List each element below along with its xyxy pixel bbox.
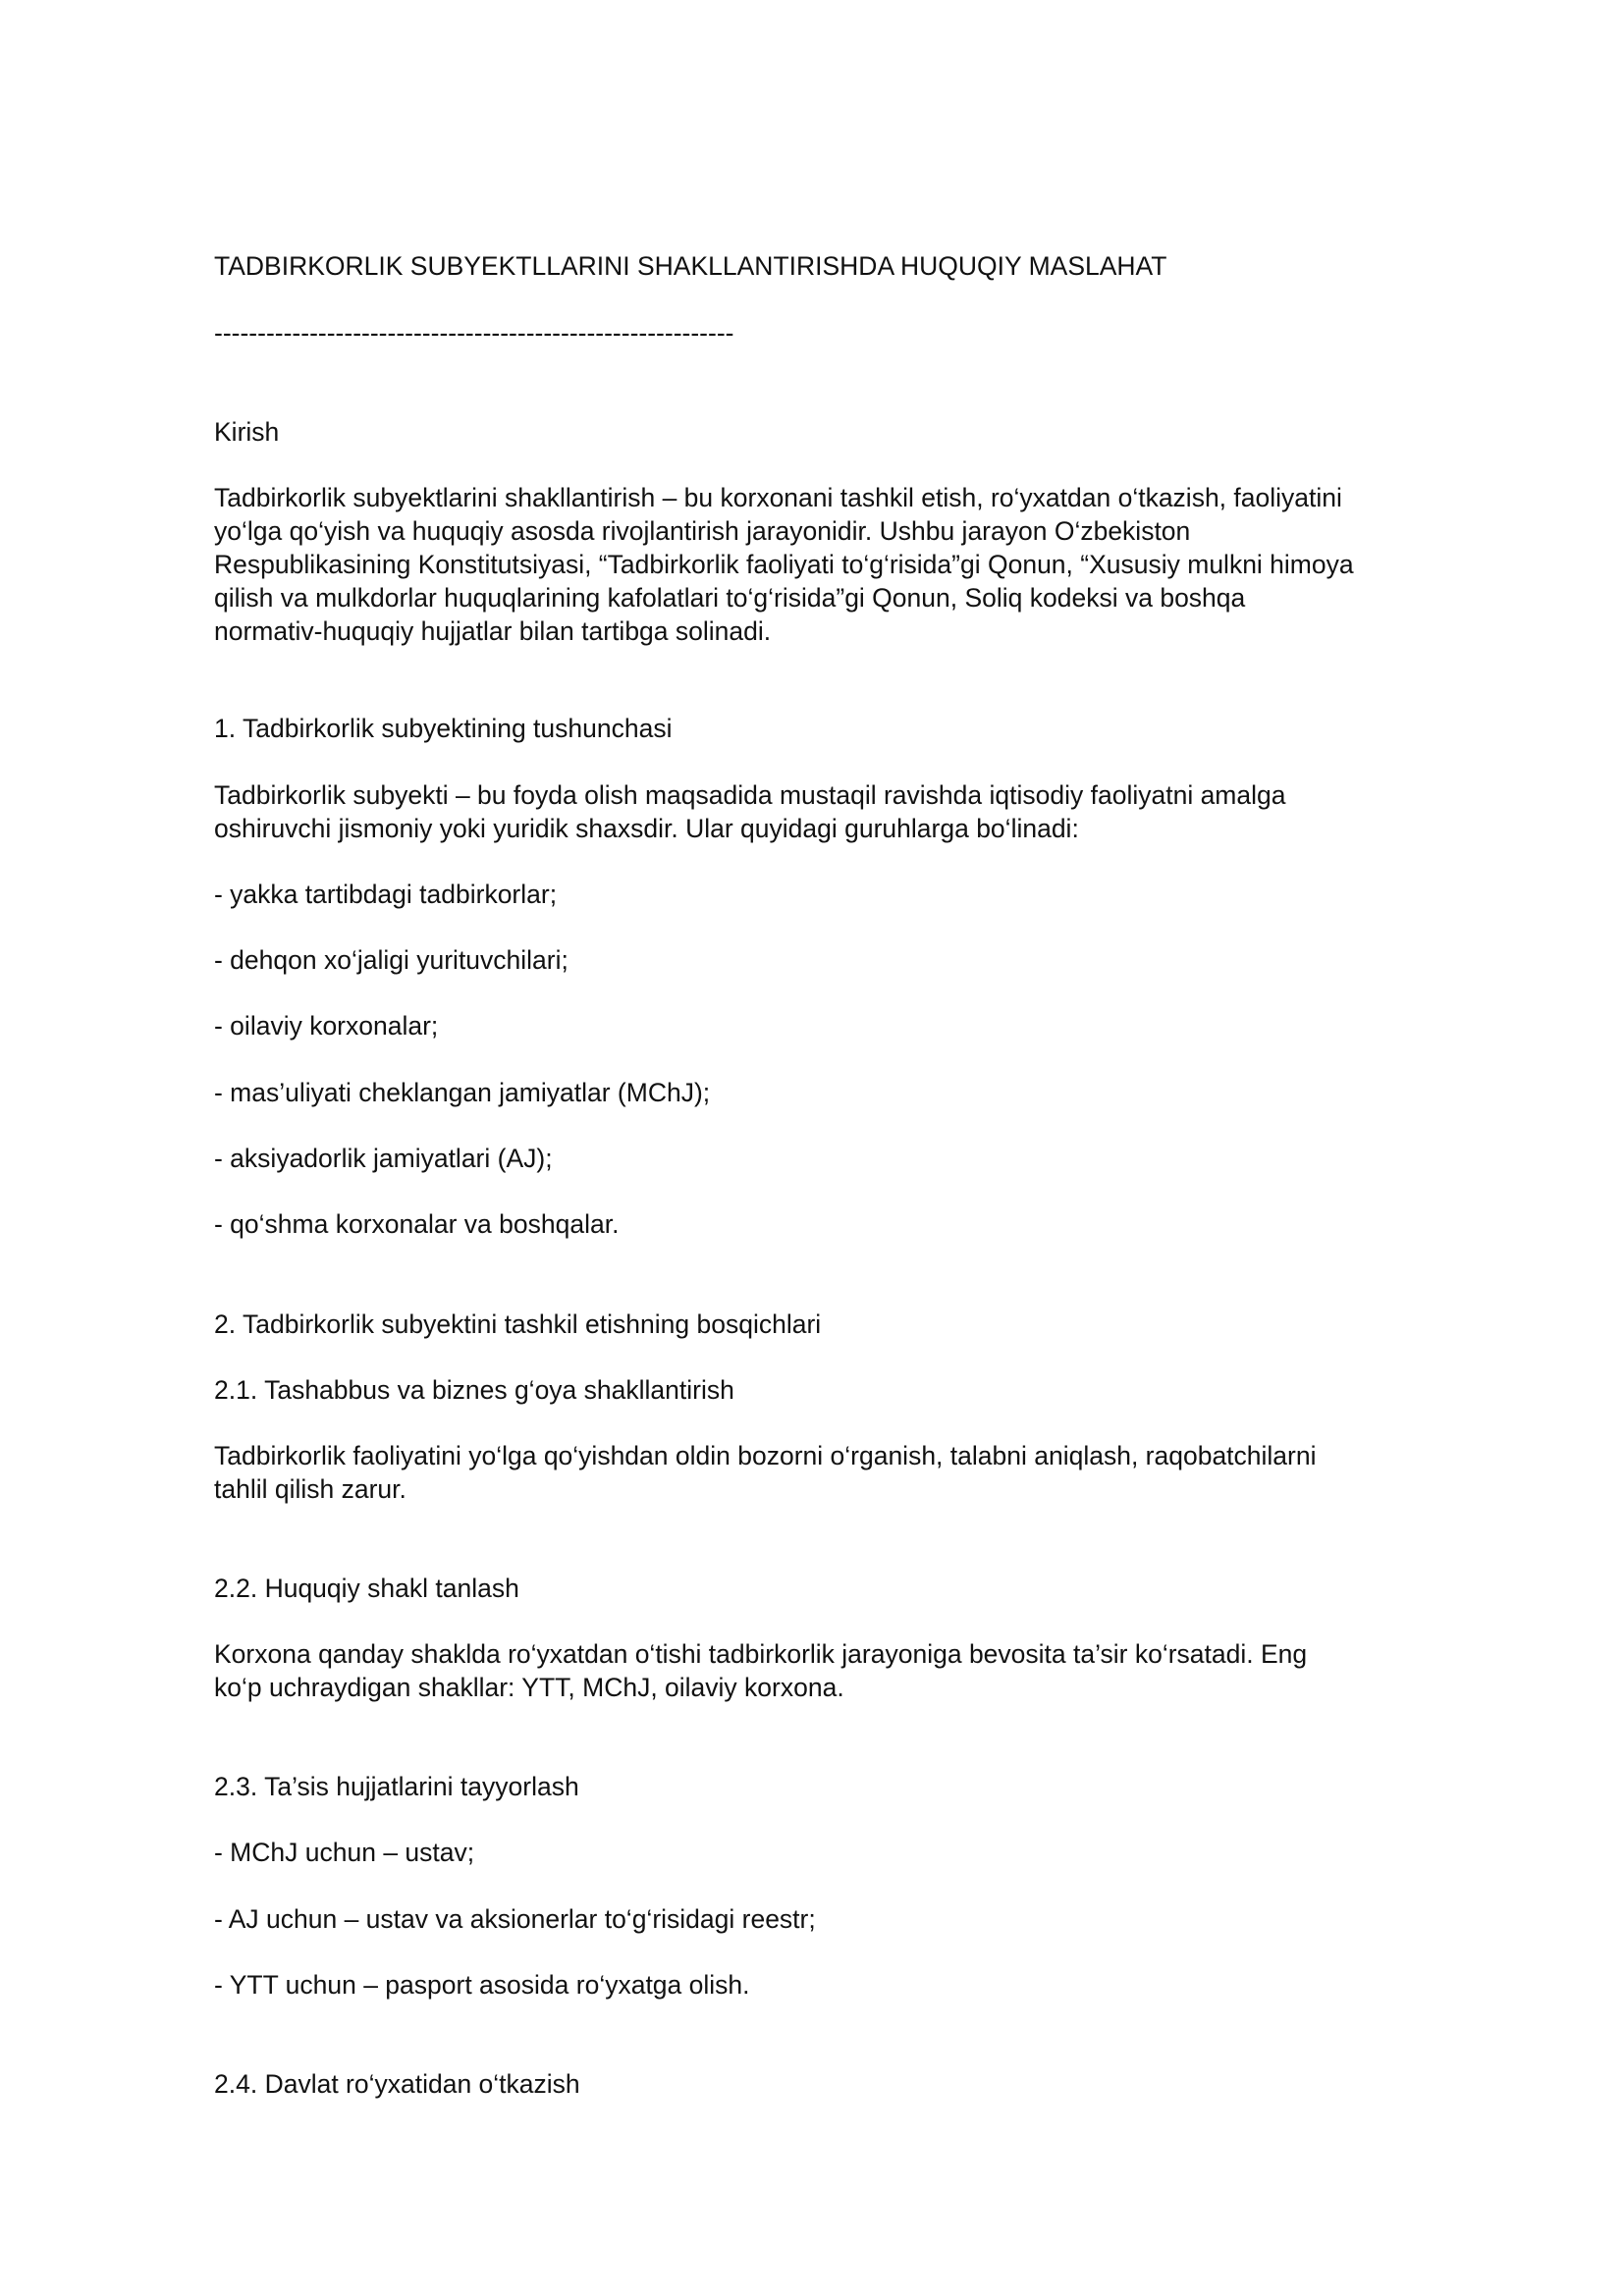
section-1-line: oshiruvchi jismoniy yoki yuridik shaxsdir. Ular quyidagi guruhlarga bo‘linadi: xyxy=(214,814,1079,843)
list-item: - oilaviy korxonalar; xyxy=(214,1011,439,1041)
intro-line: yo‘lga qo‘yish va huquqiy asosda rivojlantirish jarayonidir. Ushbu jarayon O‘zbekiston xyxy=(214,516,1191,546)
section-1-paragraph xyxy=(214,778,1432,845)
intro-paragraph xyxy=(214,481,1432,648)
intro-heading: Kirish xyxy=(214,417,280,447)
section-2-heading: 2. Tadbirkorlik subyektini tashkil etishning bosqichlari xyxy=(214,1309,822,1339)
subsection-2-2-heading: 2.2. Huquqiy shakl tanlash xyxy=(214,1574,519,1603)
list-item: - dehqon xo‘jaligi yurituvchilari; xyxy=(214,945,568,975)
subsection-line: ko‘p uchraydigan shakllar: YTT, MChJ, oilaviy korxona. xyxy=(214,1673,844,1702)
intro-line: normativ-huquqiy hujjatlar bilan tartibga solinadi. xyxy=(214,616,772,646)
subsection-line: Korxona qanday shaklda ro‘yxatdan o‘tishi tadbirkorlik jarayoniga bevosita ta’sir ko‘rsatadi. Eng xyxy=(214,1639,1308,1669)
list-item: - qo‘shma korxonalar va boshqalar. xyxy=(214,1209,620,1239)
subsection-line: Tadbirkorlik faoliyatini yo‘lga qo‘yishdan oldin bozorni o‘rganish, talabni aniqlash, raqobatchilarni xyxy=(214,1441,1317,1470)
list-item: - aksiyadorlik jamiyatlari (AJ); xyxy=(214,1144,553,1173)
subsection-2-4-heading: 2.4. Davlat ro‘yxatidan o‘tkazish xyxy=(214,2069,580,2099)
list-item: - mas’uliyati cheklangan jamiyatlar (MChJ); xyxy=(214,1078,711,1107)
list-item: - MChJ uchun – ustav; xyxy=(214,1838,475,1867)
subsection-2-3-heading: 2.3. Ta’sis hujjatlarini tayyorlash xyxy=(214,1772,579,1801)
subsection-2-2-paragraph xyxy=(214,1637,1432,1704)
intro-line: qilish va mulkdorlar huquqlarining kafolatlari to‘g‘risida”gi Qonun, Soliq kodeksi va boshqa xyxy=(214,583,1246,613)
subsection-2-1-heading: 2.1. Tashabbus va biznes g‘oya shakllantirish xyxy=(214,1375,734,1405)
list-item: - yakka tartibdagi tadbirkorlar; xyxy=(214,880,558,909)
list-item: - AJ uchun – ustav va aksionerlar to‘g‘risidagi reestr; xyxy=(214,1904,816,1934)
section-1-heading: 1. Tadbirkorlik subyektining tushunchasi xyxy=(214,714,673,743)
intro-line: Tadbirkorlik subyektlarini shakllantirish – bu korxonani tashkil etish, ro‘yxatdan o‘tkazish, faoliyatini xyxy=(214,483,1342,512)
intro-line: Respublikasining Konstitutsiyasi, “Tadbirkorlik faoliyati to‘g‘risida”gi Qonun, “Xususiy mulkni himoya xyxy=(214,550,1354,579)
list-item: - YTT uchun – pasport asosida ro‘yxatga olish. xyxy=(214,1970,750,2000)
section-1-line: Tadbirkorlik subyekti – bu foyda olish maqsadida mustaqil ravishda iqtisodiy faoliyatni amalga xyxy=(214,780,1286,810)
subsection-line: tahlil qilish zarur. xyxy=(214,1474,406,1504)
title-divider: ------------------------------------------------------------ xyxy=(214,318,734,347)
document-title: TADBIRKORLIK SUBYEKTLLARINI SHAKLLANTIRISHDA HUQUQIY MASLAHAT xyxy=(214,251,1167,281)
subsection-2-1-paragraph xyxy=(214,1439,1432,1506)
